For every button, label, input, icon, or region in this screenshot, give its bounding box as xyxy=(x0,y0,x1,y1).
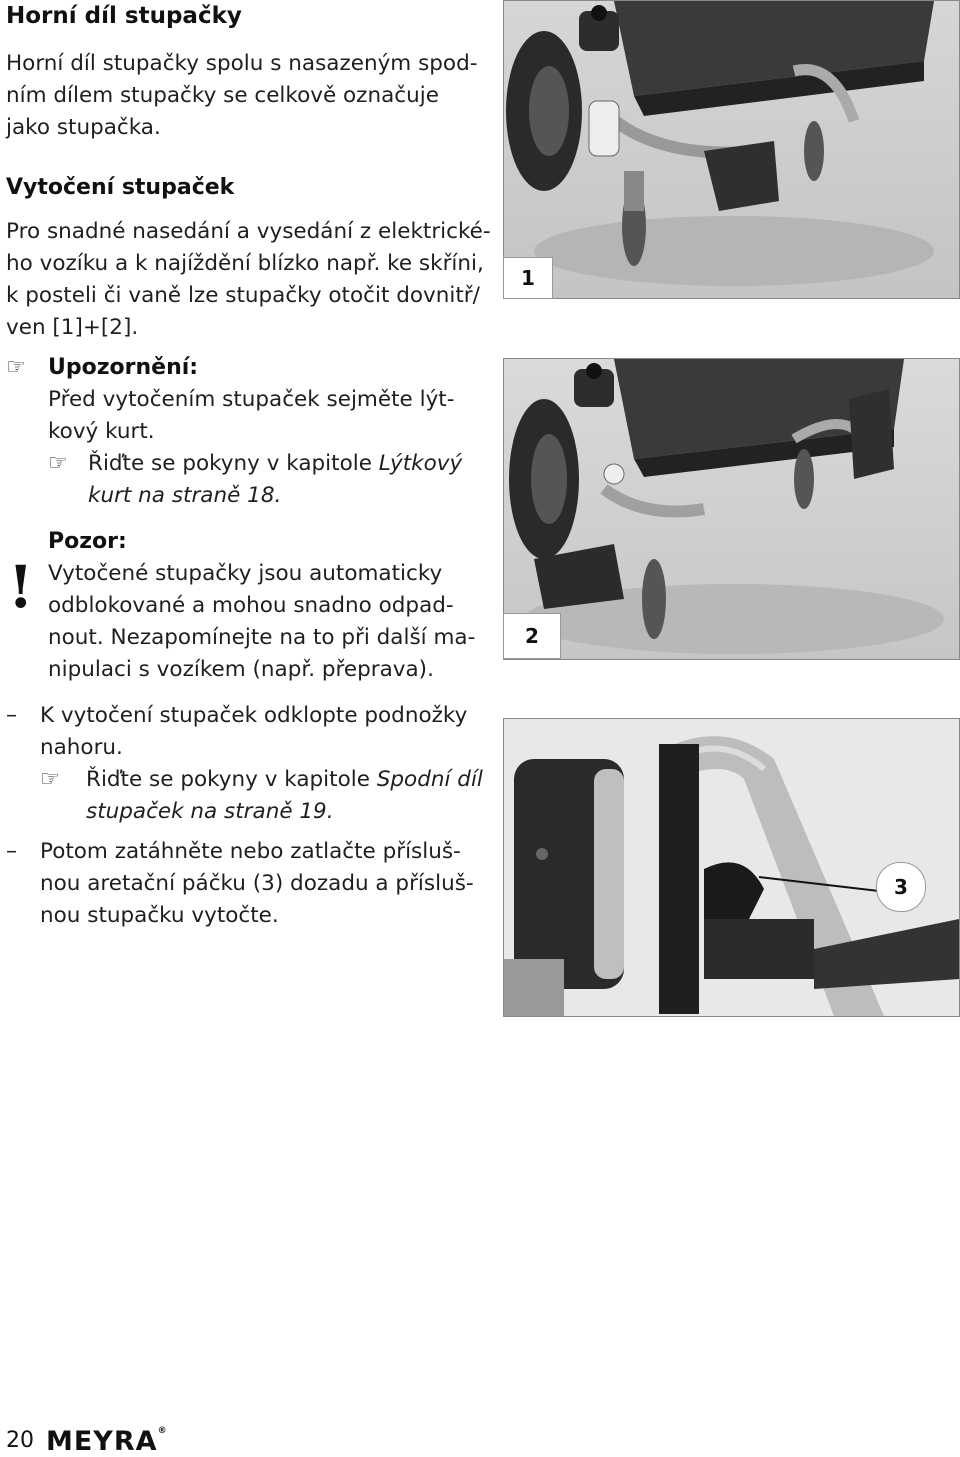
brand-mark: ® xyxy=(157,1426,168,1436)
figure-2-photo xyxy=(503,358,960,660)
body-line: k posteli či vaně lze stupačky otočit dovnitř/ xyxy=(6,283,480,308)
brand-logo xyxy=(46,1426,168,1457)
reference-link[interactable]: kurt na straně 18. xyxy=(88,483,282,508)
reference-link[interactable]: Lýtkový xyxy=(378,451,463,476)
subsection-title: Vytočení stupaček xyxy=(6,175,235,200)
pointing-hand-icon: ☞ xyxy=(6,355,26,380)
notice-line: Před vytočením stupaček sejměte lýt- xyxy=(48,387,455,412)
exclamation-icon: ! xyxy=(8,553,34,621)
intro-line: Horní díl stupačky spolu s nasazeným spod- xyxy=(6,51,478,76)
warning-line: Vytočené stupačky jsou automaticky xyxy=(48,561,443,586)
pointing-hand-icon: ☞ xyxy=(48,451,68,476)
body-line: ho vozíku a k najíždění blízko např. ke skříni, xyxy=(6,251,484,276)
step-line: Potom zatáhněte nebo zatlačte přísluš- xyxy=(40,839,461,864)
pointing-hand-icon: ☞ xyxy=(40,767,60,792)
warning-line: nout. Nezapomínejte na to při další ma- xyxy=(48,625,476,650)
body-line: ven [1]+[2]. xyxy=(6,315,139,340)
intro-line: jako stupačka. xyxy=(6,115,161,140)
notice-reference xyxy=(88,448,462,480)
figure-3-label: 3 xyxy=(876,862,926,912)
step-line: K vytočení stupaček odklopte podnožky xyxy=(40,703,468,728)
warning-title: Pozor: xyxy=(48,529,127,554)
warning-line: nipulaci s vozíkem (např. přeprava). xyxy=(48,657,434,682)
notice-line: kový kurt. xyxy=(48,419,155,444)
brand-name: MEYRA xyxy=(46,1426,158,1457)
reference-link[interactable]: Spodní díl xyxy=(376,767,483,792)
reference-text: Řiďte se pokyny v kapitole xyxy=(88,451,379,476)
figure-2-label: 2 xyxy=(503,613,561,659)
reference-link[interactable]: stupaček na straně 19. xyxy=(86,799,334,824)
page-number: 20 xyxy=(6,1428,34,1453)
dash-bullet: – xyxy=(6,839,17,864)
intro-line: ním dílem stupačky se celkově označuje xyxy=(6,83,439,108)
step-reference xyxy=(86,764,483,796)
step-line: nou aretační páčku (3) dozadu a přísluš- xyxy=(40,871,474,896)
reference-text: Řiďte se pokyny v kapitole xyxy=(86,767,377,792)
figure-1-label: 1 xyxy=(503,257,553,299)
section-title: Horní díl stupačky xyxy=(6,3,242,29)
step-line: nou stupačku vytočte. xyxy=(40,903,279,928)
figure-1-photo xyxy=(503,0,960,299)
step-line: nahoru. xyxy=(40,735,123,760)
body-line: Pro snadné nasedání a vysedání z elektrické- xyxy=(6,219,491,244)
warning-line: odblokované a mohou snadno odpad- xyxy=(48,593,454,618)
notice-title: Upozornění: xyxy=(48,355,199,380)
dash-bullet: – xyxy=(6,703,17,728)
